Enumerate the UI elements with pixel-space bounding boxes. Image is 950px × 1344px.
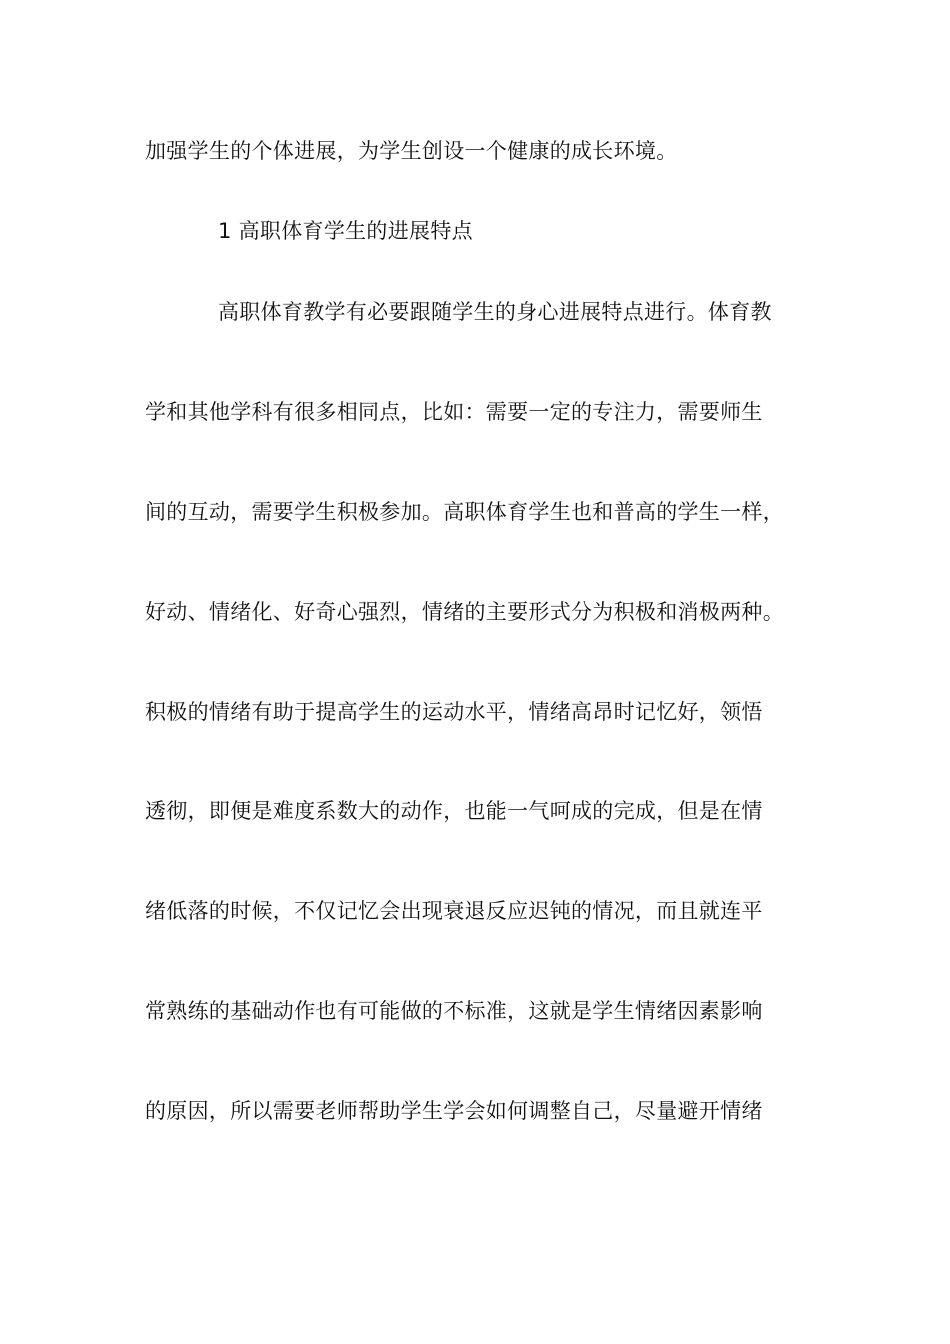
paragraph-line: 高职体育教学有必要跟随学生的身心进展特点进行。体育教 (218, 300, 772, 324)
paragraph-line: 透彻，即便是难度系数大的动作，也能一气呵成的完成，但是在情 (145, 799, 763, 823)
paragraph-line: 常熟练的基础动作也有可能做的不标准，这就是学生情绪因素影响 (145, 999, 763, 1023)
paragraph-line: 好动、情绪化、好奇心强烈，情绪的主要形式分为积极和消极两种。 (145, 600, 784, 624)
paragraph-line: 积极的情绪有助于提高学生的运动水平，情绪高昂时记忆好，领悟 (145, 700, 763, 724)
section-heading: 1 高职体育学生的进展特点 (218, 219, 473, 243)
paragraph-line: 学和其他学科有很多相同点，比如：需要一定的专注力，需要师生 (145, 400, 763, 424)
opening-line: 加强学生的个体进展，为学生创设一个健康的成长环境。 (145, 139, 678, 163)
paragraph-line: 绪低落的时候，不仅记忆会出现衰退反应迟钝的情况，而且就连平 (145, 899, 763, 923)
paragraph-line: 的原因，所以需要老师帮助学生学会如何调整自己，尽量避开情绪 (145, 1099, 763, 1123)
paragraph-line: 间的互动，需要学生积极参加。高职体育学生也和普高的学生一样， (145, 500, 784, 524)
